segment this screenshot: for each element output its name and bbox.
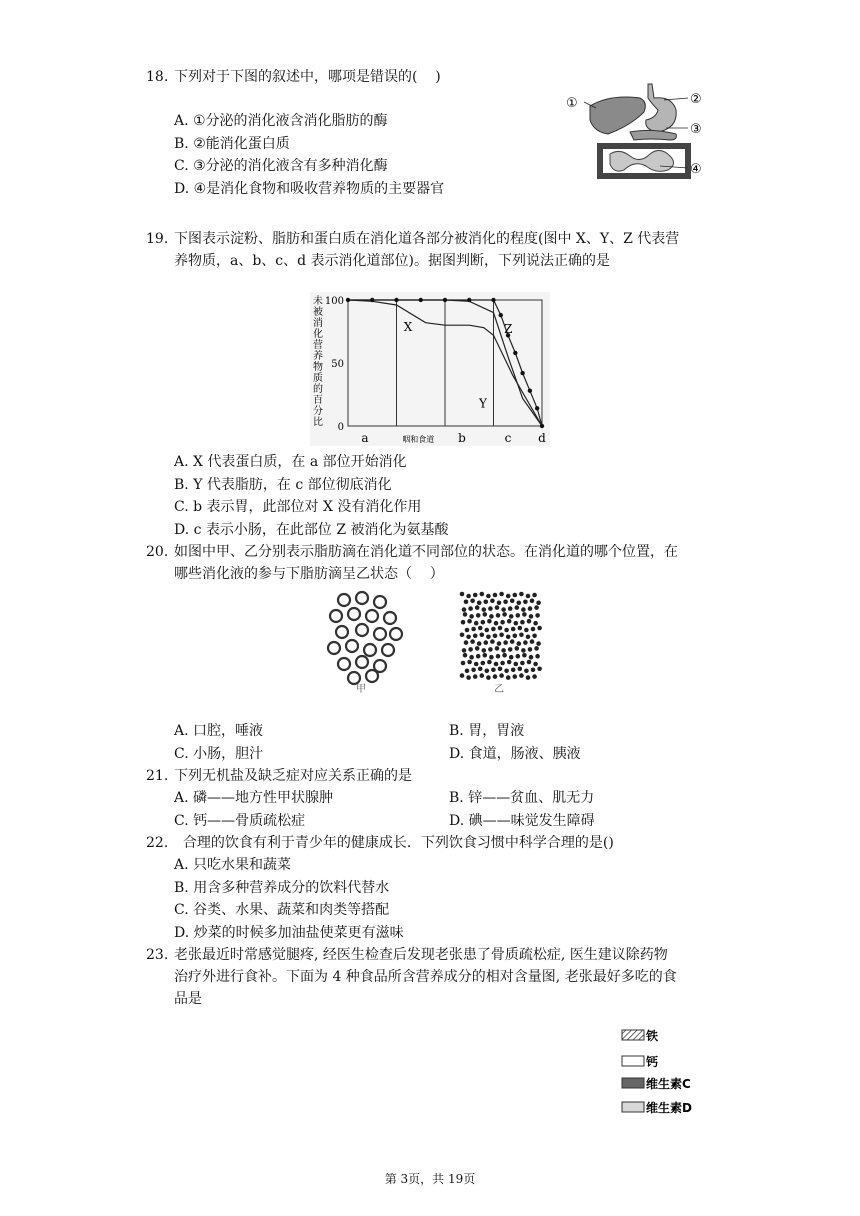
small-fat-droplet (480, 592, 485, 597)
y-tick-label: 0 (337, 422, 344, 433)
small-fat-droplet (495, 646, 500, 651)
small-fat-droplet (461, 620, 466, 625)
series-point-z (540, 424, 544, 428)
small-fat-droplet (501, 648, 506, 653)
label-3: ③ (690, 122, 702, 137)
series-point-z (535, 406, 539, 410)
small-fat-droplet (521, 607, 526, 612)
small-fat-droplet (514, 621, 519, 626)
small-fat-droplet (532, 634, 537, 639)
option-b[interactable]: B. 锌——贫血、肌无力 (449, 790, 595, 806)
question-21 (146, 765, 726, 832)
small-fat-droplet (536, 601, 541, 606)
small-fat-droplet (487, 660, 492, 665)
small-fat-droplet (517, 641, 522, 646)
small-fat-droplet (493, 593, 498, 598)
small-fat-droplet (483, 612, 488, 617)
series-point-z (346, 298, 350, 302)
small-fat-droplet (503, 600, 508, 605)
series-point-z (513, 351, 517, 355)
small-fat-droplet (489, 655, 494, 660)
small-fat-droplet (473, 634, 478, 639)
small-fat-droplet (527, 619, 532, 624)
small-fat-droplet (496, 654, 501, 659)
question-stem-line2: 治疗外进行食补。下面为 4 种食品所含营养成分的相对含量图, 老张最好多吃的食 (174, 969, 677, 985)
small-fat-droplet (470, 599, 475, 604)
small-fat-droplet (460, 633, 465, 638)
question-stem: 下列对于下图的叙述中，哪项是错误的( ) (174, 69, 441, 85)
page-footer: 第 3页，共 19页 (384, 1172, 476, 1186)
small-fat-droplet (471, 668, 476, 673)
small-fat-droplet (478, 667, 483, 672)
small-fat-droplet (518, 667, 523, 672)
small-fat-droplet (503, 640, 508, 645)
small-fat-droplet (532, 593, 537, 598)
option-b[interactable]: B. 用含多种营养成分的饮料代替水 (174, 879, 390, 896)
large-fat-droplet (330, 610, 342, 622)
large-fat-droplet (374, 628, 386, 640)
small-fat-droplet (464, 600, 469, 605)
small-fat-droplet (502, 612, 507, 617)
legend-swatch-iron (622, 1030, 644, 1040)
small-fat-droplet (476, 654, 481, 659)
small-fat-droplet (476, 613, 481, 618)
option-b[interactable]: B. Y 代表脂肪，在 c 部位彻底消化 (174, 476, 392, 493)
large-fat-droplet (336, 626, 348, 638)
small-fat-droplet (482, 607, 487, 612)
small-fat-droplet (535, 613, 540, 618)
large-fat-droplet (338, 658, 350, 670)
small-fat-droplet (520, 620, 525, 625)
small-fat-droplet (532, 674, 537, 679)
large-fat-droplet (356, 656, 368, 668)
small-fat-droplet (486, 675, 491, 680)
legend-vitamin-d: 维生素D (646, 1101, 692, 1115)
small-fat-droplet (497, 601, 502, 606)
small-fat-droplet (533, 662, 538, 667)
small-fat-droplet (480, 673, 485, 678)
small-fat-droplet (465, 628, 470, 633)
small-fat-droplet (522, 612, 527, 617)
small-fat-droplet (514, 662, 519, 667)
small-fat-droplet (537, 667, 542, 672)
small-fat-droplet (485, 669, 490, 674)
small-fat-droplet (523, 640, 528, 645)
series-point-z (443, 298, 447, 302)
option-d[interactable]: D. 食道，肠液、胰液 (449, 745, 581, 762)
small-fat-droplet (469, 614, 474, 619)
large-fat-droplet (382, 644, 394, 656)
small-fat-droplet (491, 627, 496, 632)
small-fat-droplet (509, 655, 514, 660)
large-fat-droplet (390, 628, 402, 640)
small-fat-droplet (510, 639, 515, 644)
option-d[interactable]: D. 碘——味觉发生障碍 (449, 812, 595, 829)
large-fat-droplet (366, 610, 378, 622)
small-fat-droplet (519, 673, 524, 678)
small-fat-droplet (523, 600, 528, 605)
small-fat-droplet (521, 648, 526, 653)
small-fat-droplet (530, 599, 535, 604)
small-fat-droplet (468, 606, 473, 611)
small-fat-droplet (464, 640, 469, 645)
small-fat-droplet (506, 675, 511, 680)
label-4: ④ (690, 162, 702, 177)
small-fat-droplet (500, 661, 505, 666)
question-23 (146, 944, 726, 1010)
small-fat-droplet (489, 614, 494, 619)
x-tick-label: a (361, 431, 369, 445)
small-fat-droplet (526, 635, 531, 640)
question-20 (146, 541, 726, 585)
small-fat-droplet (480, 633, 485, 638)
small-fat-droplet (529, 614, 534, 619)
small-fat-droplet (470, 639, 475, 644)
small-fat-droplet (517, 601, 522, 606)
small-fat-droplet (463, 653, 468, 658)
small-fat-droplet (493, 634, 498, 639)
small-fat-droplet (513, 593, 518, 598)
small-fat-droplet (494, 662, 499, 667)
small-fat-droplet (477, 641, 482, 646)
small-fat-droplet (513, 674, 518, 679)
small-fat-droplet (524, 669, 529, 674)
small-fat-droplet (461, 661, 466, 666)
small-fat-droplet (515, 646, 520, 651)
legend-vitamin-c: 维生素C (646, 1077, 691, 1091)
large-fat-droplet (348, 608, 360, 620)
question-stem-line2: 养物质，a、b、c、d 表示消化道部位)。据图判断，下列说法正确的是 (174, 253, 611, 269)
large-fat-droplet (366, 670, 378, 682)
digestion-chart (310, 292, 550, 446)
small-fat-droplet (516, 613, 521, 618)
large-fat-droplet (338, 594, 350, 606)
option-c[interactable]: C. ③分泌的消化液含有多种消化酶 (174, 158, 388, 174)
small-fat-droplet (482, 648, 487, 653)
digestive-system-figure (560, 76, 720, 180)
series-point-z (528, 389, 532, 393)
small-fat-droplet (474, 621, 479, 626)
legend-calcium: 钙 (646, 1055, 659, 1069)
question-stem-line1: 下图表示淀粉、脂肪和蛋白质在消化道各部分被消化的程度(图中 X、Y、Z 代表营 (174, 231, 680, 247)
option-d[interactable]: D. c 表示小肠，在此部位 Z 被消化为氨基酸 (174, 521, 449, 538)
series-point-z (491, 298, 495, 302)
small-fat-droplet (490, 639, 495, 644)
small-fat-droplet (485, 628, 490, 633)
y-tick-label: 50 (331, 359, 344, 370)
question-stem: 下列无机盐及缺乏症对应关系正确的是 (174, 768, 412, 784)
large-fat-droplet (364, 644, 376, 656)
legend-swatch-vitamin-c (622, 1078, 644, 1088)
question-number: 20. (146, 544, 169, 560)
series-point-z (520, 371, 524, 375)
x-tick-label: c (504, 431, 512, 445)
small-fat-droplet (471, 627, 476, 632)
small-fat-droplet (493, 674, 498, 679)
small-fat-droplet (483, 653, 488, 658)
small-fat-droplet (535, 654, 540, 659)
small-fat-droplet (504, 669, 509, 674)
small-fat-droplet (469, 655, 474, 660)
small-fat-droplet (509, 614, 514, 619)
x-tick-label: d (538, 431, 546, 445)
legend-iron: 铁 (646, 1029, 659, 1043)
small-fat-droplet (522, 653, 527, 658)
small-fat-droplet (524, 628, 529, 633)
small-fat-droplet (498, 667, 503, 672)
small-fat-droplet (460, 673, 465, 678)
series-label-z: Z (504, 321, 513, 336)
small-fat-droplet (528, 647, 533, 652)
small-fat-droplet (520, 661, 525, 666)
small-fat-droplet (473, 674, 478, 679)
question-number: 18. (146, 69, 169, 85)
small-fat-droplet (511, 627, 516, 632)
option-b[interactable]: B. ②能消化蛋白质 (174, 135, 290, 152)
option-c[interactable]: C. 钙——骨质疏松症 (174, 812, 306, 829)
legend-swatch-vitamin-d (622, 1102, 644, 1112)
small-fat-droplet (499, 673, 504, 678)
x-tick-label: b (458, 431, 466, 445)
option-d[interactable]: D. ④是消化食物和吸收营养物质的主要器官 (174, 180, 445, 197)
large-fat-droplet (384, 612, 396, 624)
x-tick-label: 咽和食道 (402, 435, 435, 444)
small-fat-droplet (475, 605, 480, 610)
small-fat-droplet (467, 660, 472, 665)
question-stem-line3: 品是 (174, 991, 202, 1007)
large-fat-droplet (328, 642, 340, 654)
label-1: ① (566, 96, 578, 111)
small-fat-droplet (526, 594, 531, 599)
small-fat-droplet (529, 655, 534, 660)
small-fat-droplet (488, 647, 493, 652)
small-fat-droplet (506, 635, 511, 640)
label-jia: 甲 (356, 684, 366, 695)
option-a[interactable]: A. 只吃水果和蔬菜 (174, 857, 292, 873)
small-fat-droplet (484, 600, 489, 605)
question-number: 21. (146, 768, 169, 784)
small-fat-droplet (462, 607, 467, 612)
small-fat-droplet (531, 627, 536, 632)
series-label-y: Y (478, 396, 487, 411)
small-fat-droplet (490, 599, 495, 604)
series-label-x: X (403, 320, 413, 335)
option-a[interactable]: A. 口腔，唾液 (174, 723, 264, 739)
small-fat-droplet (496, 613, 501, 618)
series-point-z (499, 313, 503, 317)
small-fat-droplet (515, 605, 520, 610)
label-yi: 乙 (494, 684, 504, 695)
legend-swatch-calcium (622, 1056, 644, 1066)
small-fat-droplet (534, 646, 539, 651)
option-c[interactable]: C. 谷类、水果、蔬菜和肉类等搭配 (174, 902, 390, 918)
small-fat-droplet (477, 601, 482, 606)
small-fat-droplet (475, 646, 480, 651)
question-number: 19. (146, 231, 169, 247)
small-fat-droplet (508, 647, 513, 652)
label-2: ② (690, 92, 702, 107)
small-fat-droplet (462, 648, 467, 653)
question-stem-line2: 哪些消化液的参与下脂肪滴呈乙状态（ ） (174, 566, 444, 582)
option-d[interactable]: D. 炒菜的时候多加油盐使菜更有滋味 (174, 924, 404, 941)
nutrient-legend (618, 1026, 728, 1120)
small-fat-droplet (473, 593, 478, 598)
option-c[interactable]: C. 小肠，胆汁 (174, 745, 264, 762)
small-fat-droplet (518, 626, 523, 631)
small-fat-droplet (486, 635, 491, 640)
small-fat-droplet (528, 606, 533, 611)
small-fat-droplet (531, 668, 536, 673)
large-fat-droplet (356, 624, 368, 636)
question-number: 22. (146, 835, 169, 851)
question-19 (146, 228, 726, 272)
small-fat-droplet (510, 599, 515, 604)
question-19-options (146, 451, 726, 541)
small-fat-droplet (511, 668, 516, 673)
small-fat-droplet (484, 640, 489, 645)
small-fat-droplet (519, 633, 524, 638)
small-fat-droplet (499, 592, 504, 597)
small-fat-droplet (465, 669, 470, 674)
y-axis-label: 未被消化营养物质的百分比 (313, 296, 323, 428)
small-fat-droplet (537, 626, 542, 631)
series-point-z (370, 298, 374, 302)
small-fat-droplet (513, 634, 518, 639)
question-20-options (146, 720, 726, 765)
small-fat-droplet (481, 661, 486, 666)
large-fat-droplet (346, 640, 358, 652)
fat-droplet-figure (316, 586, 546, 698)
small-fat-droplet (506, 594, 511, 599)
question-number: 23. (146, 947, 169, 963)
small-fat-droplet (481, 620, 486, 625)
small-fat-droplet (491, 668, 496, 673)
small-fat-droplet (526, 675, 531, 680)
question-stem-line1: 如图中甲、乙分别表示脂肪滴在消化道不同部位的状态。在消化道的哪个位置，在 (174, 544, 678, 560)
small-fat-droplet (499, 633, 504, 638)
small-fat-droplet (497, 641, 502, 646)
small-fat-droplet (498, 626, 503, 631)
small-fat-droplet (504, 628, 509, 633)
small-fat-droplet (467, 619, 472, 624)
small-fat-droplet (474, 662, 479, 667)
small-fat-droplet (463, 612, 468, 617)
small-fat-droplet (487, 619, 492, 624)
small-fat-droplet (533, 621, 538, 626)
option-b[interactable]: B. 胃，胃液 (449, 723, 525, 739)
small-fat-droplet (466, 635, 471, 640)
small-fat-droplet (536, 641, 541, 646)
small-fat-droplet (478, 626, 483, 631)
small-fat-droplet (488, 606, 493, 611)
small-fat-droplet (519, 592, 524, 597)
question-stem: 合理的饮食有利于青少年的健康成长．下列饮食习惯中科学合理的是() (174, 835, 614, 851)
series-point-z (394, 298, 398, 302)
small-fat-droplet (500, 620, 505, 625)
question-stem-line1: 老张最近时常感觉腿疼, 经医生检查后发现老张患了骨质疏松症, 医生建议除药物 (174, 947, 668, 963)
small-fat-droplet (486, 594, 491, 599)
large-fat-droplet (356, 592, 368, 604)
large-fat-droplet (374, 596, 386, 608)
option-a[interactable]: A. 磷——地方性甲状腺肿 (174, 790, 334, 806)
option-c[interactable]: C. b 表示胃，此部位对 X 没有消化作用 (174, 499, 422, 515)
small-fat-droplet (530, 639, 535, 644)
series-point-z (419, 298, 423, 302)
small-fat-droplet (534, 605, 539, 610)
question-22 (146, 832, 726, 944)
small-fat-droplet (468, 647, 473, 652)
small-fat-droplet (466, 675, 471, 680)
large-fat-droplet (348, 672, 360, 684)
y-tick-label: 100 (324, 296, 344, 307)
series-point-z (467, 298, 471, 302)
small-fat-droplet (516, 654, 521, 659)
small-fat-droplet (466, 594, 471, 599)
small-fat-droplet (460, 592, 465, 597)
small-fat-droplet (495, 605, 500, 610)
small-fat-droplet (502, 653, 507, 658)
small-fat-droplet (507, 660, 512, 665)
small-fat-droplet (527, 660, 532, 665)
small-fat-droplet (508, 606, 513, 611)
option-a[interactable]: A. X 代表蛋白质，在 a 部位开始消化 (174, 454, 407, 470)
small-fat-droplet (494, 621, 499, 626)
small-fat-droplet (501, 607, 506, 612)
option-a[interactable]: A. ①分泌的消化液含消化脂肪的酶 (174, 113, 388, 129)
small-fat-droplet (507, 619, 512, 624)
